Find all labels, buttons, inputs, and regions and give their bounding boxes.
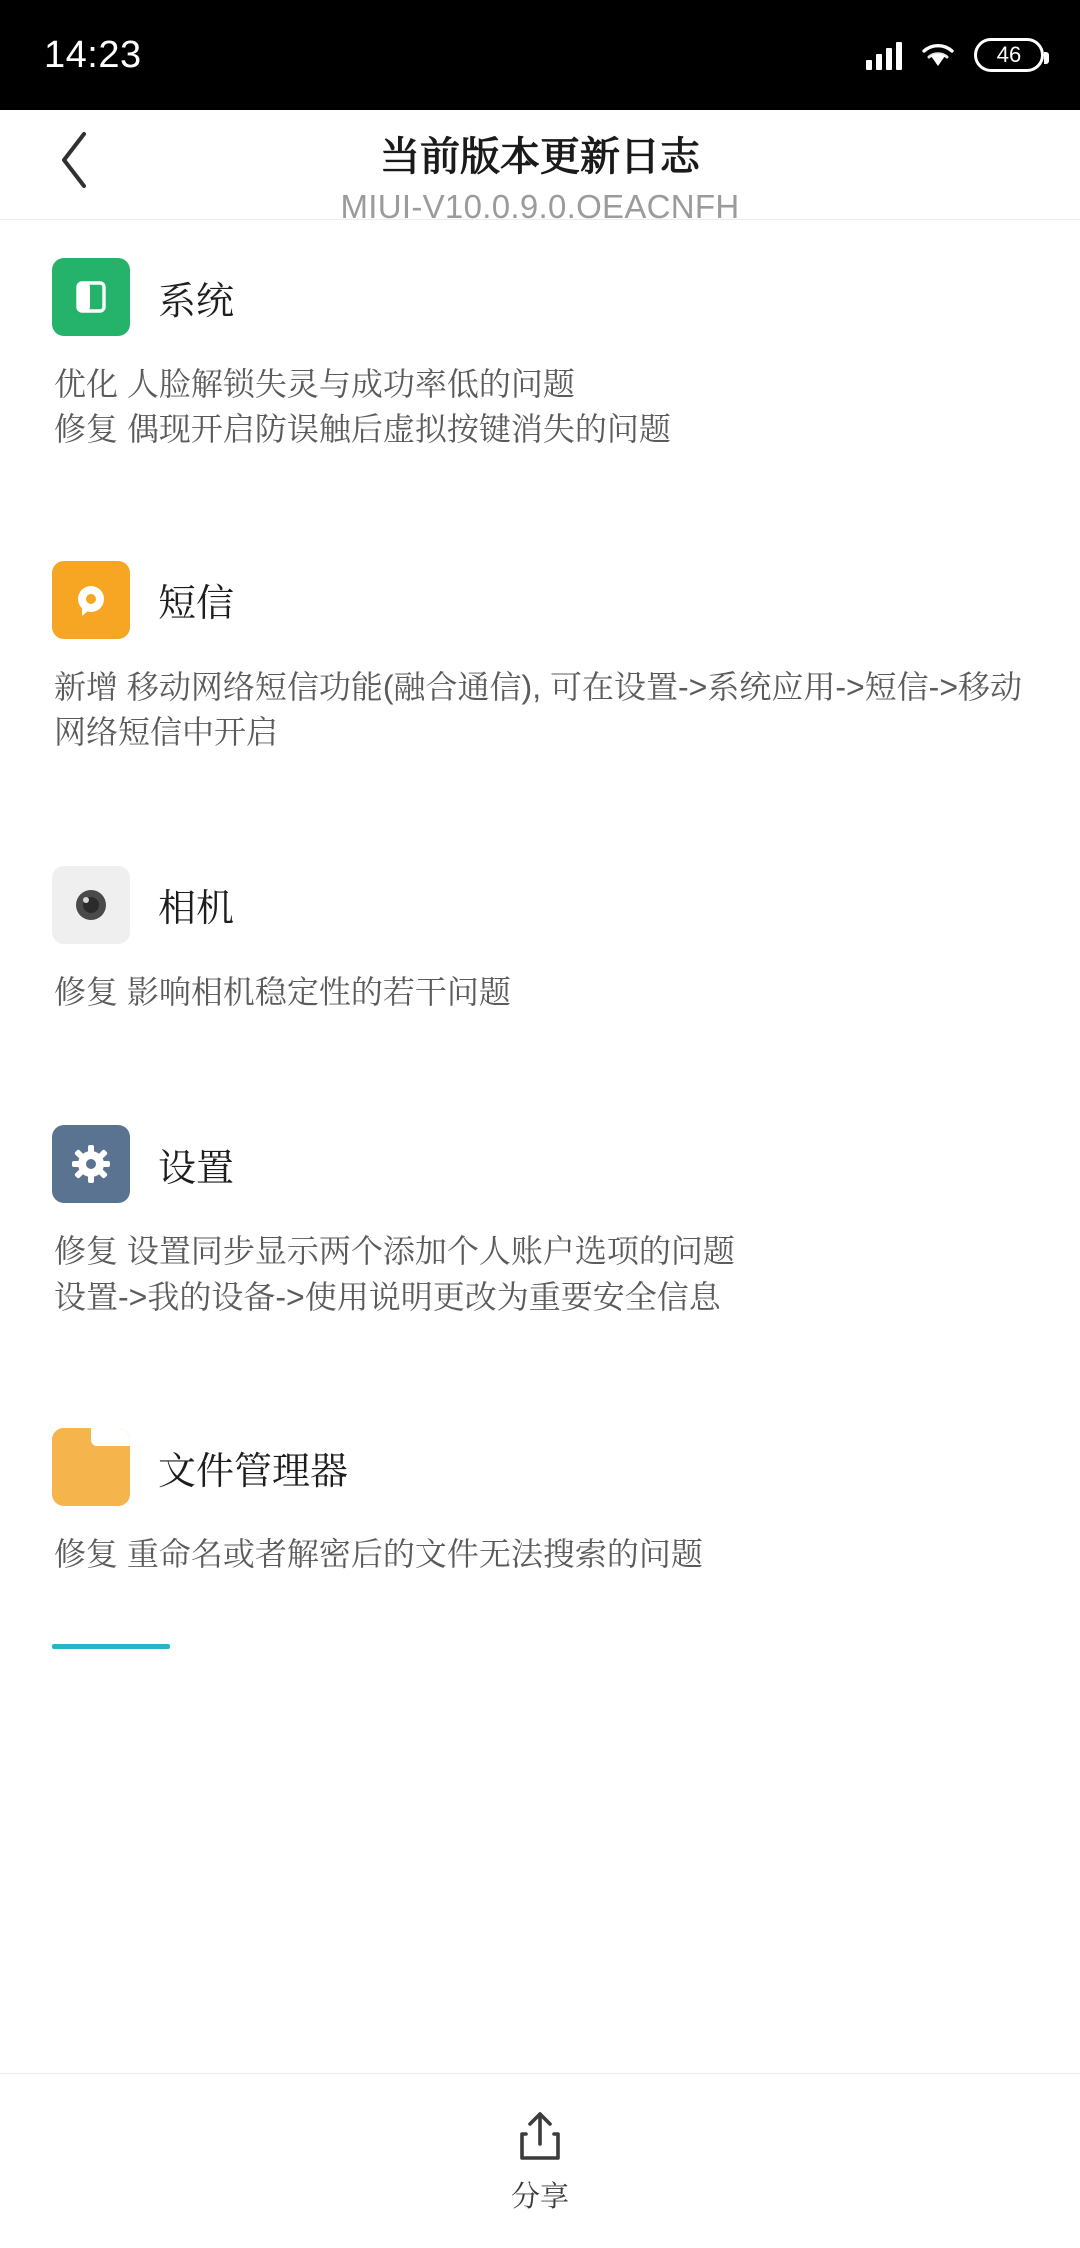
- page-title: 当前版本更新日志: [380, 135, 700, 179]
- page-header: [0, 110, 1080, 225]
- camera-lens-icon: [52, 866, 130, 944]
- changelog-line: 修复 设置同步显示两个添加个人账户选项的问题: [54, 1233, 735, 1270]
- section-body: [52, 970, 1028, 1015]
- section-header: [52, 258, 1028, 336]
- share-icon: [516, 2108, 564, 2164]
- back-button[interactable]: [40, 124, 112, 196]
- section-header: [52, 561, 1028, 639]
- status-bar: [0, 0, 1080, 110]
- app-name: 系统: [158, 280, 235, 323]
- app-name: 短信: [158, 583, 235, 626]
- changelog-list: [0, 220, 1080, 1649]
- battery-level: 46: [996, 42, 1022, 67]
- changelog-line: 修复 偶现开启防误触后虚拟按键消失的问题: [54, 411, 671, 448]
- section-body: [52, 362, 1028, 453]
- changelog-line: 新增 移动网络短信功能(融合通信), 可在设置->系统应用->短信->移动网络短信中开启: [54, 668, 1023, 751]
- section-header: [52, 1428, 1028, 1506]
- page-subtitle: MIUI-V10.0.9.0.OEACNFH: [340, 188, 740, 225]
- section-body: [52, 1532, 1028, 1577]
- app-name: 相机: [158, 888, 235, 931]
- status-time: 14:23: [44, 33, 142, 76]
- signal-bars-icon: [866, 40, 902, 70]
- section-body: [52, 1229, 1028, 1320]
- battery-indicator: [974, 38, 1044, 72]
- section-header: [52, 866, 1028, 944]
- share-label: 分享: [510, 2180, 569, 2213]
- next-section-partial-indicator: [52, 1644, 170, 1649]
- changelog-section-sms: [52, 523, 1028, 756]
- bottom-action-bar[interactable]: [0, 2073, 1080, 2248]
- changelog-section-camera: [52, 828, 1028, 1015]
- changelog-section-system: [52, 220, 1028, 453]
- changelog-section-settings: [52, 1087, 1028, 1320]
- system-update-icon: [52, 258, 130, 336]
- changelog-line: 修复 影响相机稳定性的若干问题: [54, 973, 511, 1010]
- section-body: [52, 665, 1028, 756]
- gear-icon: [52, 1125, 130, 1203]
- app-name: 设置: [158, 1147, 235, 1190]
- message-bubble-icon: [52, 561, 130, 639]
- chevron-left-icon: [56, 128, 96, 192]
- header-titles: [0, 134, 1080, 226]
- changelog-line: 优化 人脸解锁失灵与成功率低的问题: [54, 366, 575, 402]
- folder-icon: [52, 1428, 130, 1506]
- changelog-line: 设置->我的设备->使用说明更改为重要安全信息: [54, 1278, 721, 1315]
- changelog-section-files: [52, 1390, 1028, 1577]
- status-indicators: [866, 38, 1044, 72]
- wifi-icon: [920, 40, 956, 70]
- app-name: 文件管理器: [158, 1450, 349, 1493]
- changelog-line: 修复 重命名或者解密后的文件无法搜索的问题: [54, 1536, 703, 1573]
- section-header: [52, 1125, 1028, 1203]
